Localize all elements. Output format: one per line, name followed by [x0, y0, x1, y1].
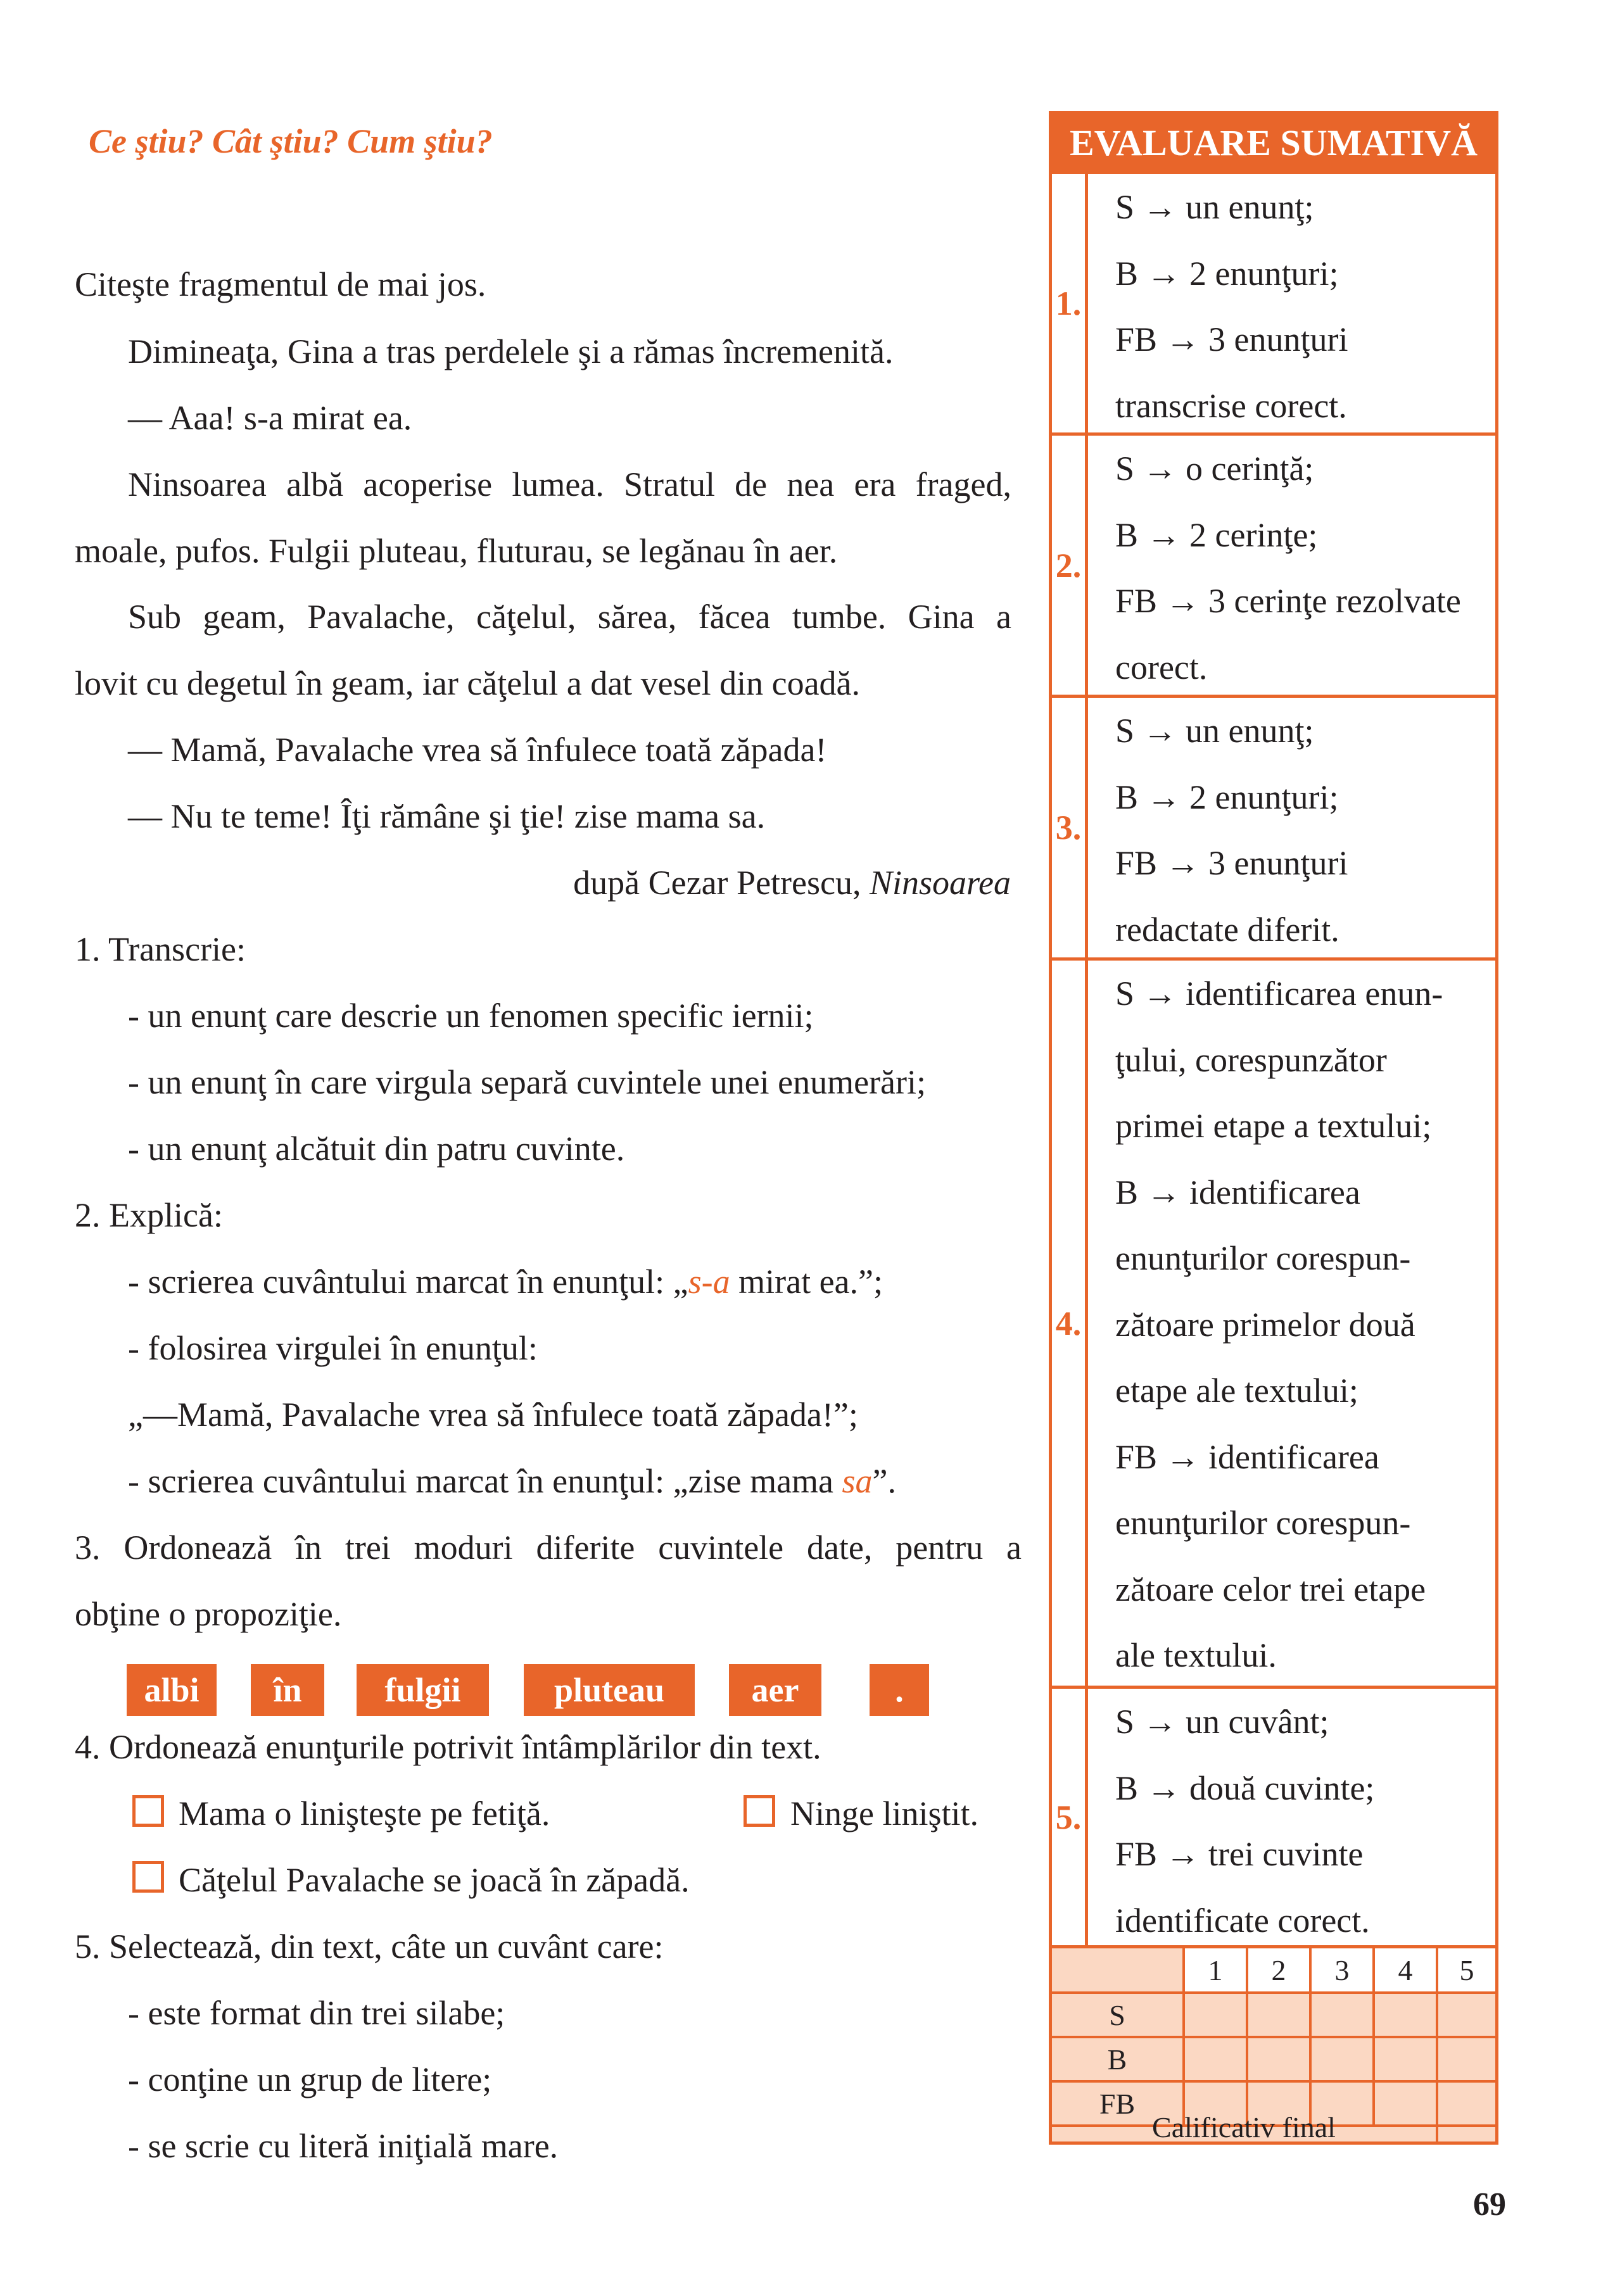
task-2-item-3: [128, 1464, 896, 1498]
evaluation-row: [1052, 432, 1495, 695]
task-1-item: - un enunţ care descrie un fenomen specific iernii;: [128, 997, 814, 1035]
task-1-item: - un enunţ în care virgula separă cuvintele unei enumerări;: [128, 1063, 926, 1101]
grid-cell[interactable]: [1375, 2083, 1438, 2127]
criteria-line: FB → 3 enunţuri: [1115, 844, 1348, 882]
task-4-option: Căţelul Pavalache se joacă în zăpadă.: [179, 1861, 690, 1899]
task-4-title: 4. Ordonează enunţurile potrivit întâmplărilor din text.: [75, 1728, 821, 1766]
task-2-item-1-end: mirat ea.”;: [730, 1263, 883, 1301]
final-grade-text: Calificativ final: [1152, 2111, 1336, 2143]
grid-cell[interactable]: [1438, 1994, 1495, 2038]
evaluation-row: [1052, 171, 1495, 432]
order-checkbox[interactable]: [744, 1795, 775, 1827]
criteria-line: S → identificarea enun-: [1115, 975, 1443, 1012]
story-paragraph-2: — Aaa! s-a mirat ea.: [128, 399, 412, 437]
grid-cell[interactable]: [1438, 2038, 1495, 2083]
task-1-title: 1. Transcrie:: [75, 930, 246, 968]
order-checkbox[interactable]: [132, 1861, 164, 1893]
criteria-line: zătoare celor trei etape: [1115, 1570, 1426, 1608]
task-5-title: 5. Selectează, din text, câte un cuvânt care:: [75, 1927, 664, 1965]
task-2-item-1-text: - scrierea cuvântului marcat în enunţul: „: [128, 1263, 688, 1301]
attribution-author: după Cezar Petrescu,: [573, 864, 870, 902]
evaluation-criteria: [1115, 436, 1489, 700]
grid-column-header: 1: [1185, 1948, 1248, 1994]
task-4-option: Mama o linişteşte pe fetiţă.: [179, 1795, 550, 1832]
task-4-option: Ninge liniştit.: [790, 1795, 978, 1832]
criteria-line: FB → 3 enunţuri: [1115, 320, 1348, 358]
story-paragraph-6: — Nu te teme! Îţi rămâne şi ţie! zise mama sa.: [128, 797, 766, 835]
grid-cell[interactable]: [1438, 2083, 1495, 2127]
criteria-line: B → identificarea: [1115, 1173, 1360, 1211]
evaluation-row-number: 2.: [1052, 436, 1088, 695]
criteria-line: S → un enunţ;: [1115, 712, 1314, 750]
grid-cell[interactable]: [1375, 2038, 1438, 2083]
evaluation-row-number: 5.: [1052, 1689, 1088, 1945]
page-number: 69: [1473, 2186, 1506, 2223]
word-tile: aer: [729, 1664, 821, 1716]
criteria-line: ţului, corespunzător: [1115, 1040, 1387, 1079]
criteria-line: B → 2 enunţuri;: [1115, 254, 1339, 293]
intro-text: Citeşte fragmentul de mai jos.: [75, 265, 486, 303]
criteria-line: redactate diferit.: [1115, 910, 1339, 949]
task-2-item-2: - folosirea virgulei în enunţul:: [128, 1329, 538, 1367]
criteria-line: B → două cuvinte;: [1115, 1769, 1375, 1807]
evaluation-criteria: [1115, 174, 1489, 439]
criteria-line: zătoare primelor două: [1115, 1305, 1415, 1344]
evaluation-row: [1052, 695, 1495, 957]
criteria-line: enunţurilor corespun-: [1115, 1504, 1411, 1542]
evaluation-row-number: 3.: [1052, 698, 1088, 957]
grid-cell[interactable]: [1185, 2038, 1248, 2083]
grid-cell[interactable]: [1248, 2038, 1312, 2083]
grid-cell[interactable]: [1312, 1994, 1375, 2038]
evaluation-row-number: 4.: [1052, 961, 1088, 1686]
marked-word: s-a: [688, 1263, 730, 1301]
grid-cell[interactable]: [1185, 1994, 1248, 2038]
criteria-line: ale textului.: [1115, 1636, 1277, 1674]
task-2-item-3-text: - scrierea cuvântului marcat în enunţul: „zise mama: [128, 1462, 842, 1500]
criteria-line: etape ale textului;: [1115, 1372, 1358, 1410]
story-paragraph-4b: lovit cu degetul în geam, iar căţelul a dat vesel din coadă.: [75, 664, 861, 702]
criteria-line: enunţurilor corespun-: [1115, 1239, 1411, 1277]
section-title: Ce ştiu? Cât ştiu? Cum ştiu?: [89, 122, 493, 160]
grid-row-header: B: [1052, 2038, 1185, 2083]
grid-column-header: 3: [1312, 1948, 1375, 1994]
story-paragraph-5: — Mamă, Pavalache vrea să înfulece toată zăpada!: [128, 731, 827, 769]
task-2-item-1: [128, 1265, 883, 1299]
criteria-line: identificate corect.: [1115, 1901, 1370, 1940]
task-2-item-3-end: ”.: [872, 1462, 896, 1500]
evaluation-criteria: [1115, 698, 1489, 962]
criteria-line: S → un enunţ;: [1115, 188, 1314, 226]
score-grid: [1052, 1945, 1495, 2141]
criteria-line: FB → identificarea: [1115, 1437, 1379, 1476]
criteria-line: transcrise corect.: [1115, 386, 1347, 425]
task-5-item: - este format din trei silabe;: [128, 1994, 505, 2032]
task-2-title: 2. Explică:: [75, 1196, 223, 1234]
evaluation-row: [1052, 957, 1495, 1686]
criteria-line: B → 2 cerinţe;: [1115, 515, 1318, 554]
word-tile: în: [251, 1664, 324, 1716]
grid-column-header: 5: [1438, 1948, 1495, 1994]
grid-column-header: 2: [1248, 1948, 1312, 1994]
story-paragraph-4a: Sub geam, Pavalache, căţelul, sărea, făcea tumbe. Gina a: [128, 598, 1011, 636]
marked-word: sa: [842, 1462, 873, 1500]
task-1-item: - un enunţ alcătuit din patru cuvinte.: [128, 1130, 625, 1168]
order-checkbox[interactable]: [132, 1795, 164, 1827]
task-3-title: 3. Ordonează în trei moduri diferite cuvintele date, pentru a: [75, 1529, 1022, 1567]
grid-cell[interactable]: [1312, 2038, 1375, 2083]
word-tile: .: [870, 1664, 929, 1716]
evaluation-table: [1049, 111, 1498, 2145]
story-paragraph-3a: Ninsoarea albă acoperise lumea. Stratul de nea era fraged,: [128, 465, 1011, 503]
criteria-line: B → 2 enunţuri;: [1115, 778, 1339, 816]
task-5-item: - se scrie cu literă iniţială mare.: [128, 2127, 559, 2165]
task-3-title-cont: obţine o propoziţie.: [75, 1595, 342, 1633]
evaluation-criteria: [1115, 1689, 1489, 1953]
attribution: [573, 866, 1011, 900]
criteria-line: S → un cuvânt;: [1115, 1703, 1329, 1741]
word-tile: albi: [127, 1664, 217, 1716]
grid-row-header: FB: [1052, 2083, 1185, 2127]
evaluation-criteria: [1115, 961, 1489, 1689]
word-tile: pluteau: [524, 1664, 695, 1716]
grid-cell[interactable]: [1375, 1994, 1438, 2038]
grid-column-header: 4: [1375, 1948, 1438, 1994]
task-5-item: - conţine un grup de litere;: [128, 2060, 492, 2098]
final-grade-cell[interactable]: [1438, 2127, 1495, 2145]
grid-cell[interactable]: [1248, 1994, 1312, 2038]
criteria-line: primei etape a textului;: [1115, 1107, 1432, 1145]
evaluation-row-number: 1.: [1052, 174, 1088, 432]
criteria-line: FB → 3 cerinţe rezolvate: [1115, 582, 1461, 620]
grid-row-header: S: [1052, 1994, 1185, 2038]
criteria-line: S → o cerinţă;: [1115, 450, 1314, 488]
evaluation-title: EVALUARE SUMATIVĂ: [1052, 114, 1495, 171]
final-grade-label: [1052, 2111, 1438, 2145]
story-paragraph-3b: moale, pufos. Fulgii pluteau, fluturau, se legănau în aer.: [75, 532, 838, 570]
story-paragraph-1: Dimineaţa, Gina a tras perdelele şi a rămas încremenită.: [128, 332, 894, 370]
attribution-title: Ninsoarea: [869, 864, 1011, 902]
grid-corner-cell: [1052, 1948, 1185, 1994]
criteria-line: FB → trei cuvinte: [1115, 1835, 1364, 1873]
evaluation-row: [1052, 1686, 1495, 1945]
task-2-item-2-quote: „—Mamă, Pavalache vrea să înfulece toată zăpada!”;: [128, 1396, 858, 1434]
word-tile: fulgii: [357, 1664, 489, 1716]
criteria-line: corect.: [1115, 648, 1208, 686]
